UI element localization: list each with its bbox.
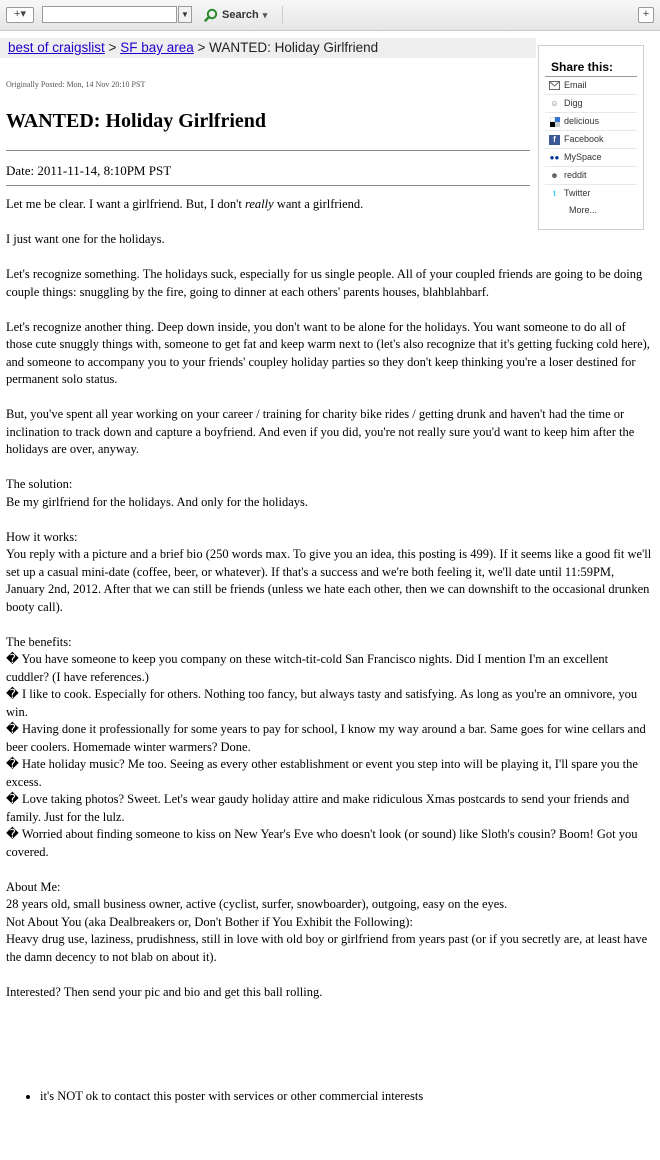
posting-body (6, 196, 654, 1019)
share-delicious-label: delicious (564, 116, 600, 126)
reddit-icon: ☻ (550, 170, 559, 180)
search-button-label: Search (222, 9, 259, 21)
benefit-item: � Worried about finding someone to kiss on New Year's Eve who doesn't look (or sound) like Sloth's cousin? Boom! Got you covered. (6, 827, 638, 859)
breadcrumb-separator: > (193, 40, 210, 55)
benefit-item: � Hate holiday music? Me too. Seeing as every other establishment or event you step into will be playing it, I'll spare you the excess. (6, 757, 638, 789)
search-input[interactable] (42, 6, 177, 23)
add-button[interactable]: + (638, 7, 654, 23)
share-digg-label: Digg (564, 98, 583, 108)
toolbar-divider (282, 6, 283, 24)
share-more-link[interactable]: More... (569, 205, 598, 215)
section-heading: About Me: (6, 879, 61, 894)
paragraph: But, you've spent all year working on your career / training for charity bike rides / getting drunk and haven't had the time or inclination to track down and capture a boyfriend. And even if you did, you're not really sure you'd want to keep him after the holidays are over, anyway. (6, 407, 635, 456)
paragraph: Let's recognize something. The holidays suck, especially for us single people. All of your coupled friends are going to be doing couple things: snuggling by the fire, going to dinner at each others' parents houses, blahblahbarf. (6, 267, 643, 299)
posting-title: WANTED: Holiday Girlfriend (6, 110, 267, 132)
chevron-down-icon: ▾ (262, 10, 268, 20)
breadcrumb-separator: > (104, 40, 121, 55)
benefits-section (6, 634, 654, 862)
add-tab-button[interactable]: +▾ (6, 7, 34, 23)
search-button[interactable] (204, 6, 267, 24)
paragraph-emphasis: really (244, 197, 274, 211)
paragraph (6, 196, 654, 214)
share-delicious-link[interactable] (545, 112, 637, 130)
breadcrumb-link-best-of[interactable]: best of craigslist (8, 40, 105, 55)
about-section (6, 879, 654, 967)
facebook-icon: f (549, 135, 560, 145)
section-text: Heavy drug use, laziness, prudishness, still in love with old boy or girlfriend from years past (or if you secretly are, at least have the damn decency to not blab on about it). (6, 932, 648, 964)
share-facebook-label: Facebook (564, 134, 604, 144)
myspace-icon: ●● (549, 152, 560, 162)
originally-posted: Originally Posted: Mon, 14 Nov 20:10 PST (6, 80, 146, 89)
paragraph: I just want one for the holidays. (6, 232, 165, 246)
digg-icon: ☺ (550, 98, 559, 108)
section-heading: Not About You (aka Dealbreakers or, Don't Bother if You Exhibit the Following): (6, 914, 413, 929)
share-facebook-link[interactable] (545, 130, 637, 148)
section-heading: How it works: (6, 529, 78, 544)
delicious-icon (549, 117, 560, 127)
share-reddit-link[interactable] (545, 166, 637, 184)
breadcrumb-current: WANTED: Holiday Girlfriend (209, 40, 379, 55)
share-digg-link[interactable] (545, 94, 637, 112)
share-myspace-link[interactable] (545, 148, 637, 166)
envelope-icon (549, 81, 560, 91)
breadcrumb-link-sf-bay-area[interactable]: SF bay area (120, 40, 194, 55)
share-twitter-label: Twitter (564, 188, 591, 198)
section-text: Be my girlfriend for the holidays. And only for the holidays. (6, 494, 309, 509)
twitter-icon: t (553, 188, 556, 198)
section-heading: The solution: (6, 477, 73, 491)
paragraph: Let's recognize another thing. Deep down inside, you don't want to be alone for the holidays. You want someone to do all of those cute snuggly things with, someone to get fat and keep warm next to (let's also recognize that it's getting fucking cold here), and someone to accompany you to your friends' coupley holiday parties so they don't keep thinking you're a loser destined for permanent solo status. (6, 319, 650, 386)
share-reddit-label: reddit (564, 170, 587, 180)
share-title: Share this: (551, 60, 614, 74)
section-text: You reply with a picture and a brief bio (250 words max. To give you an idea, this posting is 499). If it seems like a good fit we'll set up a casual mini-date (coffee, beer, or whatever). If that's a success and we're both feeling it, we'll date until 11:59PM, January 2nd, 2012. After that we can still be friends (unless we hate each other, then we can downshift to the occasional drunken booty call). (6, 547, 652, 614)
share-email-link[interactable] (545, 76, 637, 94)
paragraph-text: want a girlfriend. (273, 197, 364, 211)
divider (6, 150, 530, 151)
paragraph-text: Let me be clear. I want a girlfriend. But, I don't (6, 197, 245, 211)
posting-date: Date: 2011-11-14, 8:10PM PST (6, 163, 172, 178)
benefit-item: � Love taking photos? Sweet. Let's wear gaudy holiday attire and make ridiculous Xmas postcards to send your friends and family. Just for the lulz. (6, 792, 630, 824)
divider (6, 185, 530, 186)
share-myspace-label: MySpace (564, 152, 602, 162)
closing-paragraph: Interested? Then send your pic and bio and get this ball rolling. (6, 984, 323, 999)
browser-toolbar (0, 0, 660, 31)
benefit-item: � I like to cook. Especially for others. Nothing too fancy, but always tasty and satisfying. As long as you're an omnivore, you win. (6, 687, 638, 719)
solution-section (6, 476, 654, 511)
benefit-item: � You have someone to keep you company on these witch-tit-cold San Francisco nights. Did I mention I'm an excellent cuddler? (I have references.) (6, 652, 609, 684)
benefit-item: � Having done it professionally for some years to pay for school, I know my way around a bar. Same goes for wine cellars and beer coolers. Homemade winter warmers? Done. (6, 722, 646, 754)
magnifier-icon (204, 8, 218, 22)
notice-item: • it's NOT ok to contact this poster with services or other commercial interests (40, 1089, 423, 1104)
how-it-works-section (6, 529, 654, 617)
share-email-label: Email (564, 80, 587, 90)
breadcrumb (0, 38, 536, 58)
search-dropdown-button[interactable]: ▼ (178, 6, 192, 23)
section-heading: The benefits: (6, 634, 72, 649)
section-text: 28 years old, small business owner, active (cyclist, surfer, snowboarder), outgoing, easy on the eyes. (6, 897, 508, 911)
notice-list (24, 1089, 423, 1104)
